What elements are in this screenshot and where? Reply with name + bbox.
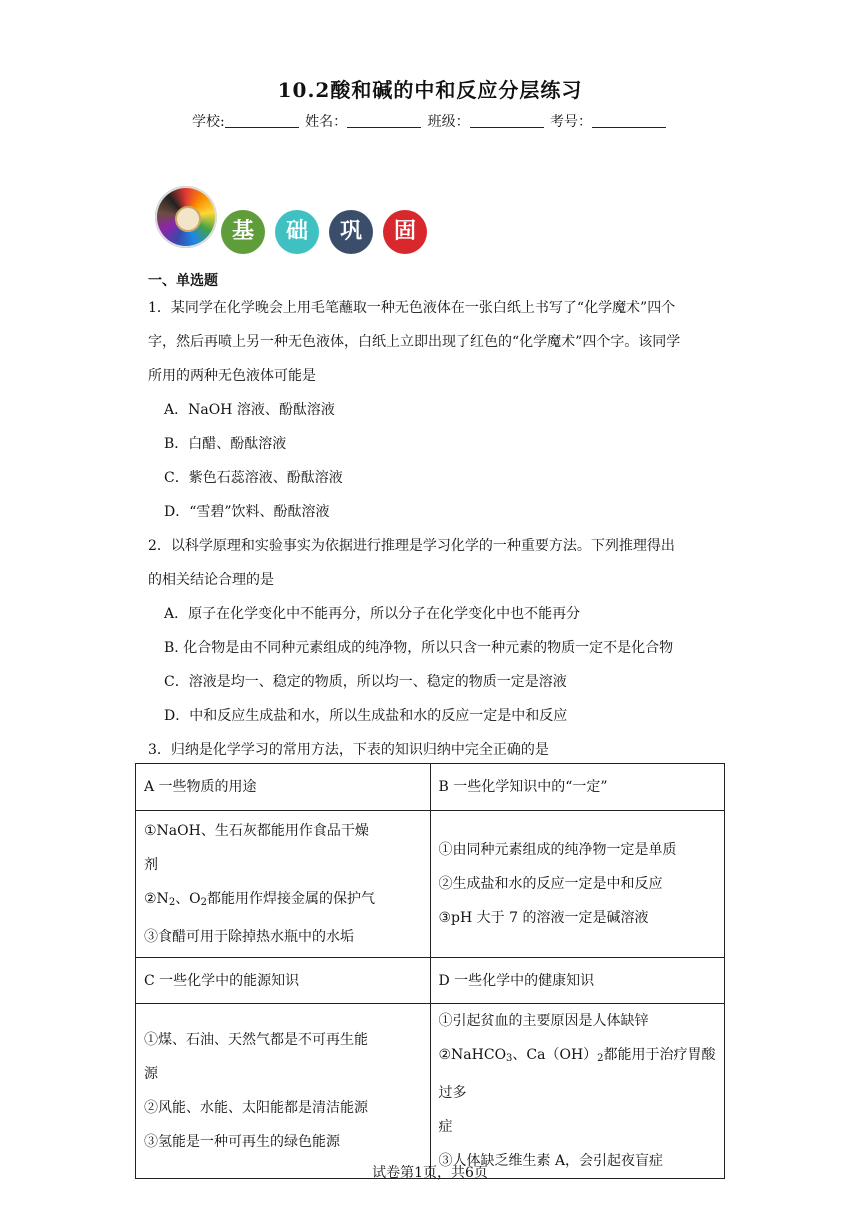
table-cell-a xyxy=(136,811,431,958)
table-head-a[interactable]: A 一些物质的用途 xyxy=(136,764,431,811)
page-footer: 试卷第1页，共6页 xyxy=(372,1165,488,1181)
q2-option-a[interactable]: A．原子在化学变化中不能再分，所以分子在化学变化中也不能再分 xyxy=(164,606,581,622)
badge-char-1: 基 xyxy=(221,210,265,254)
knowledge-table xyxy=(135,763,725,1179)
q1-stem-line-2: 字，然后再喷上另一种无色液体，白纸上立即出现了红色的“化学魔术”四个字。该同学 xyxy=(148,334,681,350)
b-item-2: ②生成盐和水的反应一定是中和反应 xyxy=(438,876,663,892)
q2-option-d[interactable]: D．中和反应生成盐和水，所以生成盐和水的反应一定是中和反应 xyxy=(164,708,568,724)
c-item-1-line-2: 源 xyxy=(144,1066,158,1082)
badge-char-2: 础 xyxy=(275,210,319,254)
q1-stem-line-3: 所用的两种无色液体可能是 xyxy=(148,368,316,384)
table-head-b[interactable]: B 一些化学知识中的“一定” xyxy=(430,764,725,811)
q1-option-c[interactable]: C．紫色石蕊溶液、酚酞溶液 xyxy=(164,470,343,486)
a-item-1-line-1: ①NaOH、生石灰都能用作食品干燥 xyxy=(144,823,369,839)
q3-stem: 3．归纳是化学学习的常用方法，下表的知识归纳中完全正确的是 xyxy=(148,742,549,758)
table-cell-c xyxy=(136,1004,431,1179)
d-item-1: ①引起贫血的主要原因是人体缺锌 xyxy=(438,1013,649,1029)
badge-char-3: 巩 xyxy=(329,210,373,254)
c-item-2: ②风能、水能、太阳能都是清洁能源 xyxy=(144,1100,368,1116)
student-info-line xyxy=(0,111,860,131)
d-item-3: ③人体缺乏维生素 A，会引起夜盲症 xyxy=(438,1153,664,1169)
table-head-c[interactable]: C 一些化学中的能源知识 xyxy=(136,958,431,1004)
q1-option-b[interactable]: B．白醋、酚酞溶液 xyxy=(164,436,287,452)
a-item-2: $②N_2$、$O_2$都能用作焊接金属的保护气 xyxy=(144,891,376,908)
q2-option-b[interactable]: B. 化合物是由不同种元素组成的纯净物，所以只含一种元素的物质一定不是化合物 xyxy=(164,640,674,656)
school-blank[interactable] xyxy=(225,113,299,128)
pencil-wheel-icon xyxy=(155,186,217,248)
section-title: 一、单选题 xyxy=(148,273,218,289)
foundation-badge xyxy=(155,186,455,258)
table-cell-d xyxy=(430,1004,725,1179)
d-item-2: ②NaHCO$_3$、$Ca(OH)_2$都能用于治疗胃酸过多 xyxy=(438,1047,716,1101)
name-blank[interactable] xyxy=(347,113,421,128)
a-item-3: ③食醋可用于除掉热水瓶中的水垢 xyxy=(144,929,354,945)
class-label: 班级： xyxy=(427,114,470,130)
school-label: 学校: xyxy=(191,114,225,130)
a-item-1-line-2: 剂 xyxy=(144,857,158,873)
class-blank[interactable] xyxy=(470,113,544,128)
badge-char-4: 固 xyxy=(383,210,427,254)
q1-stem-line-1: 1．某同学在化学晚会上用毛笔蘸取一种无色液体在一张白纸上书写了“化学魔术”四个 xyxy=(148,300,676,316)
b-item-1: ①由同种元素组成的纯净物一定是单质 xyxy=(438,842,677,858)
table-cell-b xyxy=(430,811,725,958)
q1-option-d[interactable]: D．“雪碧”饮料、酚酞溶液 xyxy=(164,504,330,520)
b-item-3: ③pH 大于 7 的溶液一定是碱溶液 xyxy=(438,910,649,926)
c-item-3: ③氢能是一种可再生的绿色能源 xyxy=(144,1134,340,1150)
q2-option-c[interactable]: C．溶液是均一、稳定的物质，所以均一、稳定的物质一定是溶液 xyxy=(164,674,567,690)
c-item-1-line-1: ①煤、石油、天然气都是不可再生能 xyxy=(144,1032,368,1048)
d-item-2-line-2: 症 xyxy=(438,1119,453,1135)
exam-number-blank[interactable] xyxy=(592,113,666,128)
exam-number-label: 考号： xyxy=(550,114,593,130)
table-head-d[interactable]: D 一些化学中的健康知识 xyxy=(430,958,725,1004)
q2-stem-line-2: 的相关结论合理的是 xyxy=(148,572,274,588)
q2-stem-line-1: 2．以科学原理和实验事实为依据进行推理是学习化学的一种重要方法。下列推理得出 xyxy=(148,538,675,554)
name-label: 姓名： xyxy=(305,114,348,130)
q1-option-a[interactable]: A．NaOH 溶液、酚酞溶液 xyxy=(164,402,335,418)
page-title: 10.2酸和碱的中和反应分层练习 xyxy=(277,78,583,102)
